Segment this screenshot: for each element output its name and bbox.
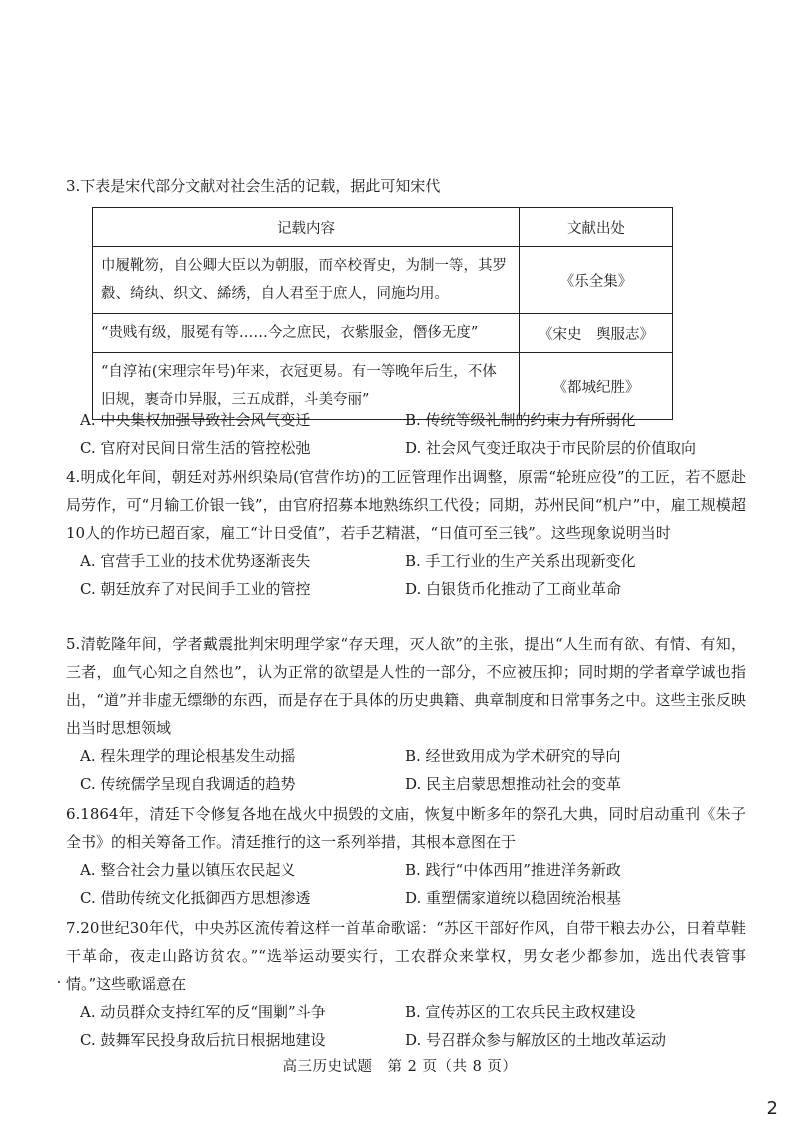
option-d[interactable]: D. 民主启蒙思想推动社会的变革 xyxy=(405,775,622,793)
option-a[interactable]: A. 中央集权加强导致社会风气变迁 xyxy=(80,411,311,429)
table-cell-source: 《都城纪胜》 xyxy=(520,353,673,420)
table-row xyxy=(93,247,673,314)
option-c[interactable]: C. 官府对民间日常生活的管控松弛 xyxy=(80,439,311,457)
option-b[interactable]: B. 手工行业的生产关系出现新变化 xyxy=(405,552,636,570)
table-header-content: 记载内容 xyxy=(93,208,520,247)
option-d[interactable]: D. 号召群众参与解放区的土地改革运动 xyxy=(405,1031,667,1049)
question-6 xyxy=(66,800,746,912)
question-3-options xyxy=(66,406,746,462)
table-cell-content: 巾履靴笏，自公卿大臣以为朝服，而卒校胥史，为制一等，其罗縠、绮纨、织文、絺绣，自人君至于庶人，同施均用。 xyxy=(93,247,520,314)
option-b[interactable]: B. 践行“中体西用”推进洋务新政 xyxy=(405,861,621,879)
option-c[interactable]: C. 鼓舞军民投身敌后抗日根据地建设 xyxy=(80,1031,326,1049)
question-4 xyxy=(66,463,746,603)
question-4-stem: 4.明成化年间，朝廷对苏州织染局(官营作坊)的工匠管理作出调整，原需“轮班应役”的工匠，若不愿赴局劳作，可“月输工价银一钱”，由官府招募本地熟练织工代役；同期，苏州民间“机户”中，雇工规模超10人的作坊已超百家，雇工“计日受值”，若手艺精湛，“日值可至三钱”。这些现象说明当时 xyxy=(66,468,746,542)
page-footer: 高三历史试题 第 2 页（共 8 页） xyxy=(282,1059,518,1075)
corner-page-number: 2 xyxy=(766,1098,778,1119)
option-b[interactable]: B. 宣传苏区的工农兵民主政权建设 xyxy=(405,1003,636,1021)
table-header-row xyxy=(93,208,673,247)
table-cell-content: “自淳祐(宋理宗年号)年来，衣冠更易。有一等晚年后生，不体旧规，裹奇巾异服，三五成群，斗美夸丽” xyxy=(93,353,520,420)
question-6-stem: 6.1864年，清廷下令修复各地在战火中损毁的文庙，恢复中断多年的祭孔大典，同时启动重刊《朱子全书》的相关筹备工作。清廷推行的这一系列举措，其根本意图在于 xyxy=(66,805,746,851)
table-header-source: 文献出处 xyxy=(520,208,673,247)
option-c[interactable]: C. 传统儒学呈现自我调适的趋势 xyxy=(80,775,296,793)
option-d[interactable]: D. 白银货币化推动了工商业革命 xyxy=(405,580,622,598)
option-a[interactable]: A. 官营手工业的技术优势逐渐丧失 xyxy=(80,552,311,570)
song-records-table xyxy=(92,207,673,420)
option-a[interactable]: A. 动员群众支持红军的反“围剿”斗争 xyxy=(80,1003,326,1021)
option-d[interactable]: D. 社会风气变迁取决于市民阶层的价值取向 xyxy=(405,439,697,457)
question-5-stem: 5.清乾隆年间，学者戴震批判宋明理学家“存天理，灭人欲”的主张，提出“人生而有欲、有情、有知，三者，血气心知之自然也”，认为正常的欲望是人性的一部分，不应被压抑；同时期的学者章学诚也指出，“道”并非虚无缥缈的东西，而是存在于具体的历史典籍、典章制度和日常事务之中。这些主张反映出当时思想领域 xyxy=(66,635,746,737)
option-a[interactable]: A. 整合社会力量以镇压农民起义 xyxy=(80,861,296,879)
option-c[interactable]: C. 借助传统文化抵御西方思想渗透 xyxy=(80,889,311,907)
option-c[interactable]: C. 朝廷放弃了对民间手工业的管控 xyxy=(80,580,311,598)
table-cell-source: 《宋史 舆服志》 xyxy=(520,314,673,353)
option-a[interactable]: A. 程朱理学的理论根基发生动摇 xyxy=(80,747,296,765)
question-3 xyxy=(66,172,746,200)
question-3-stem: 3.下表是宋代部分文献对社会生活的记载，据此可知宋代 xyxy=(66,177,441,195)
question-7-stem: 7.20世纪30年代，中央苏区流传着这样一首革命歌谣：“苏区干部好作风，自带干粮去办公，日着草鞋干革命，夜走山路访贫农。”“选举运动要实行，工农群众来掌权，男女老少都参加，选出代表管事情。”这些歌谣意在 xyxy=(66,919,746,993)
table-row xyxy=(93,314,673,353)
question-5 xyxy=(66,630,746,798)
option-b[interactable]: B. 经世致用成为学术研究的导向 xyxy=(405,747,621,765)
option-d[interactable]: D. 重塑儒家道统以稳固统治根基 xyxy=(405,889,622,907)
scan-speck xyxy=(58,981,60,983)
option-b[interactable]: B. 传统等级礼制的约束力有所弱化 xyxy=(405,411,636,429)
table-cell-source: 《乐全集》 xyxy=(520,247,673,314)
question-7 xyxy=(66,914,746,1054)
table-cell-content: “贵贱有级，服冕有等……今之庶民，衣紫服金，僭侈无度” xyxy=(93,314,520,353)
